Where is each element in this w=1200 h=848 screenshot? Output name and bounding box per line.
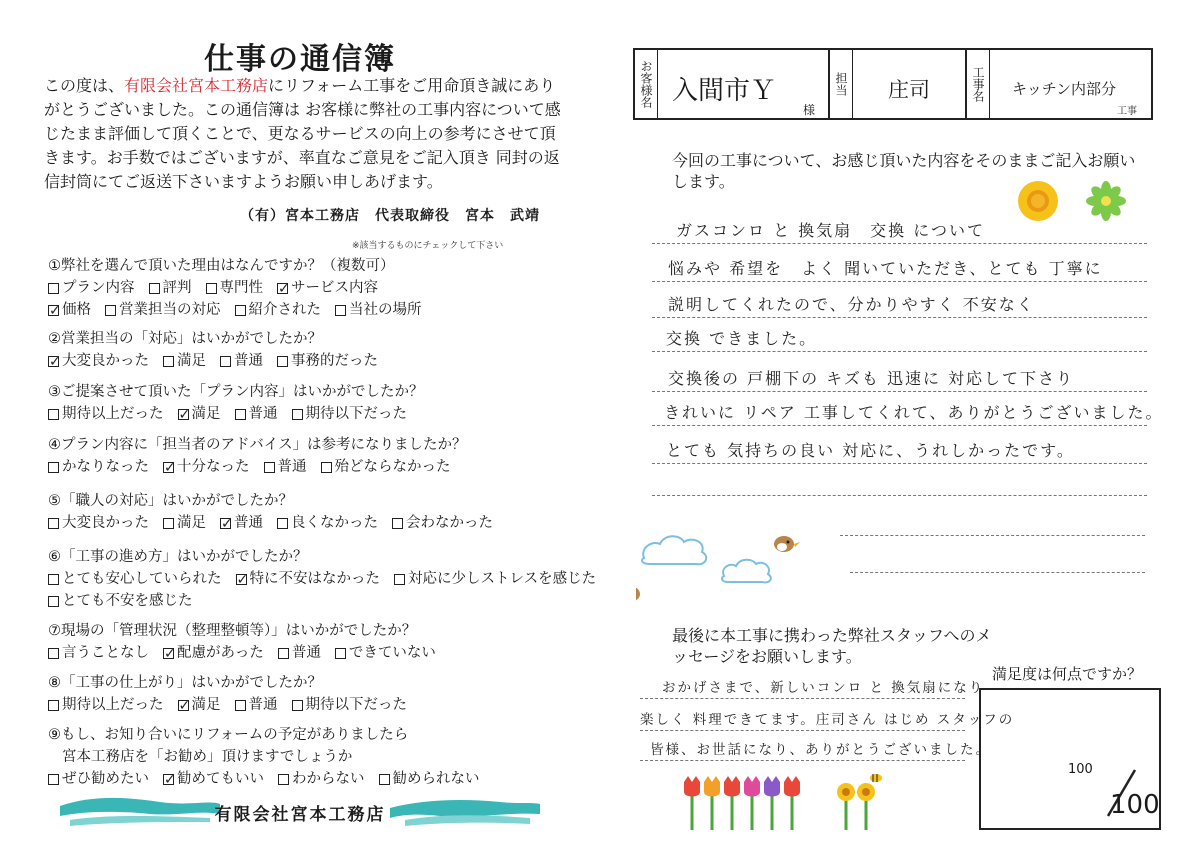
checkbox-checked[interactable]	[277, 283, 288, 294]
option[interactable]	[163, 642, 264, 664]
comment-line: 交換後の 戸棚下の キズも 迅速に 対応して下さり	[668, 369, 1075, 388]
comment-line: 悩みや 希望を よく 聞いていただき、とても 丁寧に	[668, 259, 1103, 278]
option-label: 紹介された	[248, 302, 321, 318]
checkbox[interactable]	[105, 305, 116, 316]
option[interactable]	[178, 403, 221, 425]
option-label: 勧められない	[392, 771, 480, 787]
work-suffix: 工事	[1117, 106, 1137, 117]
checkbox[interactable]	[48, 518, 59, 529]
option-row	[48, 456, 467, 478]
option-label: サービス内容	[291, 280, 378, 296]
option-label: 普通	[291, 645, 321, 661]
option[interactable]	[163, 512, 206, 534]
option-label: とても安心していられた	[62, 571, 222, 587]
option-label: 期待以下だった	[305, 406, 407, 422]
option-row	[48, 568, 596, 590]
option-label: 満足	[177, 353, 206, 369]
signature: （有）宮本工務店 代表取締役 宮本 武靖	[240, 208, 540, 224]
option[interactable]	[48, 694, 164, 716]
tulip-flowers-icon	[680, 772, 890, 832]
question-3	[48, 381, 424, 425]
option[interactable]	[220, 512, 263, 534]
checkbox-checked[interactable]	[163, 648, 174, 659]
option-label: 普通	[248, 406, 278, 422]
work-name: キッチン内部分	[1012, 80, 1116, 98]
checkbox[interactable]	[163, 518, 174, 529]
comment-line: 説明してくれたので、分かりやすく 不安なく	[668, 295, 1035, 314]
checkbox-checked[interactable]	[178, 409, 189, 420]
option-label: 普通	[277, 459, 307, 475]
checkbox[interactable]	[48, 596, 59, 607]
question-title: ②営業担当の「対応」はいかがでしたか？	[48, 331, 322, 347]
checkbox-checked[interactable]	[163, 462, 174, 473]
score-question: 満足度は何点ですか？	[992, 665, 1143, 683]
option-row	[48, 590, 596, 612]
question-6	[48, 546, 596, 612]
question-title: ⑥「工事の進め方」はいかがでしたか？	[48, 549, 308, 565]
checkbox[interactable]	[235, 305, 246, 316]
option[interactable]	[277, 350, 378, 372]
checkbox[interactable]	[48, 774, 59, 785]
option-label: 普通	[234, 515, 263, 531]
option[interactable]	[235, 299, 322, 321]
question-title: ⑤「職人の対応」はいかがでしたか？	[48, 493, 293, 509]
score-max: 100	[1110, 790, 1160, 820]
question-title: ⑨もし、お知り合いにリフォームの予定がありましたら	[48, 727, 409, 743]
option[interactable]	[392, 512, 493, 534]
checkbox[interactable]	[277, 356, 288, 367]
option[interactable]	[48, 768, 149, 790]
option[interactable]	[278, 768, 365, 790]
option[interactable]	[220, 350, 263, 372]
option-row	[48, 694, 407, 716]
option-label: ぜひ勧めたい	[62, 771, 149, 787]
message-prompt: 最後に本工事に携わった弊社スタッフへのメッセージをお願いします。	[672, 626, 992, 666]
checkbox[interactable]	[48, 700, 59, 711]
option[interactable]	[149, 277, 192, 299]
checkbox[interactable]	[264, 462, 275, 473]
comment-prompt: 今回の工事について、お感じ頂いた内容をそのままご記入お願いします。	[672, 151, 1136, 191]
checkbox[interactable]	[335, 305, 346, 316]
flower-icon	[1014, 178, 1134, 224]
question-1	[48, 255, 422, 321]
option[interactable]	[48, 642, 149, 664]
checkbox-checked[interactable]	[178, 700, 189, 711]
checkbox[interactable]	[220, 356, 231, 367]
work-label: 工事名	[967, 50, 990, 118]
option-label: 満足	[191, 697, 221, 713]
option-label: 期待以上だった	[62, 697, 164, 713]
option-label: 普通	[234, 353, 263, 369]
question-9	[48, 724, 480, 790]
question-5	[48, 490, 493, 534]
checkbox[interactable]	[278, 648, 289, 659]
checkbox[interactable]	[48, 574, 59, 585]
option-label: 期待以上だった	[62, 406, 164, 422]
checkbox[interactable]	[292, 700, 303, 711]
option[interactable]	[48, 568, 222, 590]
checkbox[interactable]	[48, 648, 59, 659]
option-row	[48, 350, 378, 372]
option-label: 特に不安はなかった	[249, 571, 380, 587]
checkbox[interactable]	[379, 774, 390, 785]
comment-line: 交換 できました。	[666, 329, 818, 348]
option-label: 専門性	[219, 280, 263, 296]
checkbox[interactable]	[394, 574, 405, 585]
option[interactable]	[264, 456, 307, 478]
option-label: 価格	[62, 302, 91, 318]
customer-suffix: 様	[803, 103, 816, 117]
score-handwritten: 100	[1068, 762, 1093, 777]
option[interactable]	[48, 277, 135, 299]
option[interactable]	[236, 568, 381, 590]
checkbox[interactable]	[48, 409, 59, 420]
checkbox[interactable]	[149, 283, 160, 294]
message-line: おかげさまで、新しいコンロ と 換気扇になり	[662, 680, 985, 696]
option-label: 満足	[191, 406, 221, 422]
option-label: 当社の場所	[349, 302, 422, 318]
question-title: ⑦現場の「管理状況（整理整頓等）」はいかがでしたか？	[48, 623, 417, 639]
option-label: 勧めてもいい	[177, 771, 264, 787]
option[interactable]	[105, 299, 221, 321]
option[interactable]	[277, 512, 378, 534]
option-label: 事務的だった	[291, 353, 378, 369]
cloud-icon	[636, 524, 826, 614]
option-label: 満足	[177, 515, 206, 531]
checkbox-checked[interactable]	[48, 305, 59, 316]
checkbox[interactable]	[321, 462, 332, 473]
option-label: かなりなった	[62, 459, 149, 475]
option-label: 会わなかった	[406, 515, 493, 531]
option-label: 対応に少しストレスを感じた	[408, 571, 597, 587]
option[interactable]	[235, 403, 278, 425]
option-label: 期待以下だった	[305, 697, 407, 713]
comment-line: ガスコンロ と 換気扇 交換 について	[676, 221, 985, 240]
option[interactable]	[277, 277, 378, 299]
option[interactable]	[278, 642, 321, 664]
checkbox[interactable]	[292, 409, 303, 420]
option[interactable]	[163, 456, 250, 478]
checkbox[interactable]	[235, 409, 246, 420]
question-title: ①弊社を選んで頂いた理由はなんですか？（複数可）	[48, 258, 395, 274]
option[interactable]	[48, 350, 149, 372]
staff-name: 庄司	[888, 78, 930, 102]
checkbox[interactable]	[235, 700, 246, 711]
document-title: 仕事の通信簿	[204, 42, 396, 77]
option-label: わからない	[292, 771, 365, 787]
checkbox-checked[interactable]	[163, 774, 174, 785]
checkbox[interactable]	[48, 283, 59, 294]
option-label: 配慮があった	[177, 645, 264, 661]
checkbox[interactable]	[335, 648, 346, 659]
option[interactable]	[292, 694, 408, 716]
customer-name: 入間市Ｙ	[672, 76, 777, 106]
message-line: 楽しく 料理できてます。庄司さん はじめ スタッフの	[640, 712, 1015, 728]
option[interactable]	[48, 456, 149, 478]
question-7	[48, 620, 436, 664]
staff-label: 担当	[830, 50, 853, 118]
option[interactable]	[163, 350, 206, 372]
option[interactable]	[48, 512, 149, 534]
option[interactable]	[235, 694, 278, 716]
option[interactable]	[321, 456, 451, 478]
option-row	[48, 299, 422, 321]
message-line: 皆様、お世話になり、ありがとうございました。	[650, 742, 991, 758]
option[interactable]	[48, 299, 91, 321]
checkbox[interactable]	[206, 283, 217, 294]
question-title: ⑧「工事の仕上がり」はいかがでしたか？	[48, 675, 322, 691]
option[interactable]	[394, 568, 596, 590]
checkbox-checked[interactable]	[48, 356, 59, 367]
question-4	[48, 434, 467, 478]
checkbox-checked[interactable]	[236, 574, 247, 585]
question-subtitle: 宮本工務店を「お勧め」頂けますでしょうか	[62, 749, 353, 765]
option-label: 大変良かった	[62, 353, 149, 369]
intro-company: 有限会社宮本工務店	[124, 76, 269, 95]
option-label: とても不安を感じた	[62, 593, 193, 609]
option-label: 営業担当の対応	[119, 302, 221, 318]
option[interactable]	[335, 299, 422, 321]
option-row	[48, 642, 436, 664]
option[interactable]	[292, 403, 408, 425]
check-note: ※該当するものにチェックして下さい	[352, 241, 504, 251]
option-label: 殆どならなかった	[334, 459, 451, 475]
option[interactable]	[379, 768, 480, 790]
checkbox[interactable]	[278, 774, 289, 785]
intro-before: この度は、	[44, 76, 125, 95]
option[interactable]	[335, 642, 436, 664]
option-label: 普通	[248, 697, 278, 713]
option[interactable]	[163, 768, 264, 790]
option[interactable]	[48, 590, 193, 612]
comment-line: きれいに リペア 工事してくれて、ありがとうございました。	[664, 403, 1164, 422]
option-label: できていない	[348, 645, 436, 661]
option-label: 十分なった	[177, 459, 250, 475]
option-label: プラン内容	[62, 280, 135, 296]
question-title: ④プラン内容に「担当者のアドバイス」は参考になりましたか？	[48, 437, 467, 453]
question-title: ③ご提案させて頂いた「プラン内容」はいかがでしたか？	[48, 384, 424, 400]
checkbox[interactable]	[48, 462, 59, 473]
footer-company-name: 有限会社宮本工務店	[214, 805, 386, 825]
option-row	[48, 512, 493, 534]
option-label: 大変良かった	[62, 515, 149, 531]
option[interactable]	[48, 403, 164, 425]
option[interactable]	[206, 277, 264, 299]
checkbox[interactable]	[392, 518, 403, 529]
comment-line: とても 気持ちの良い 対応に、うれしかったです。	[666, 441, 1075, 460]
option-row	[48, 768, 480, 790]
checkbox-checked[interactable]	[220, 518, 231, 529]
option-label: 評判	[162, 280, 192, 296]
intro-paragraph	[44, 74, 564, 194]
question-8	[48, 672, 407, 716]
option-label: 言うことなし	[62, 645, 149, 661]
question-2	[48, 328, 378, 372]
checkbox[interactable]	[163, 356, 174, 367]
option-row	[48, 403, 424, 425]
checkbox[interactable]	[277, 518, 288, 529]
option-label: 良くなかった	[291, 515, 378, 531]
option[interactable]	[178, 694, 221, 716]
option-row	[48, 277, 422, 299]
customer-label: お客様名	[635, 50, 658, 118]
intro-after: にリフォーム工事をご用命頂き誠にありがとうございました。この通信簿は お客様に弊社の工事内容について感じたまま評価して頂くことで、更なるサービスの向上の参考にさせて頂きます。お手数ではございますが、率直なご意見をご記入頂き 同封の返信封筒にてご返送下さいますようお願い申しあげます。	[44, 76, 561, 191]
